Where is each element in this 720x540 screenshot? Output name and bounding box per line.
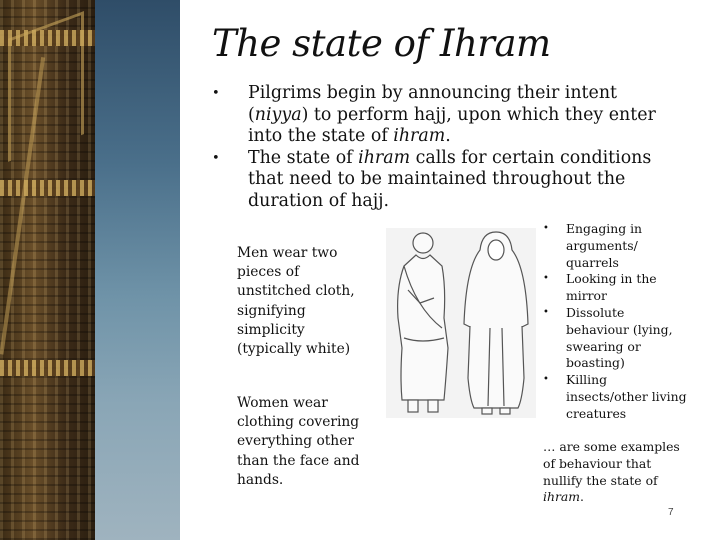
bullet-italic: ihram [358, 147, 411, 168]
bullet-text: calls for certain conditions that need to be maintained throughout the duration of hajj. [248, 147, 652, 211]
nullify-summary [543, 439, 688, 506]
bullet-dot: • [543, 273, 549, 285]
bullet-dot: • [543, 374, 549, 386]
slide-title: The state of Ihram [212, 22, 551, 65]
summary-text: . [580, 489, 584, 505]
bullet-text: Pilgrims begin by announcing their intent ( [248, 83, 618, 125]
bullet-dot: • [212, 86, 220, 101]
decorative-photo-strip [0, 0, 180, 540]
main-bullet [212, 148, 682, 213]
page-number: 7 [668, 507, 674, 518]
women-clothing-text: Women wear clothing covering everything other than the face and hands. [237, 395, 360, 488]
bullet-text: . [445, 126, 451, 146]
bullet-italic: ihram [393, 126, 446, 146]
men-clothing-text: Men wear two pieces of unstitched cloth, signifying simplicity (typically white) [237, 245, 355, 358]
ornament-band [0, 360, 95, 376]
bullet-dot: • [212, 150, 220, 166]
main-bullet [212, 83, 682, 148]
nullify-item [543, 305, 688, 372]
bullet-dot: • [543, 306, 549, 318]
nullify-item-text: Killing insects/other living creatures [566, 372, 687, 421]
main-bullet-list [212, 83, 682, 212]
ihram-figures-illustration [386, 228, 536, 418]
bullet-text: The state of [248, 147, 359, 168]
nullify-item-text: Dissolute behaviour (lying, swearing or boasting) [566, 304, 673, 371]
nullify-bullet-list [543, 221, 688, 423]
nullify-item [543, 221, 688, 271]
bullet-dot: • [543, 223, 549, 234]
summary-italic: ihram [543, 489, 581, 505]
summary-text: … are some examples of behaviour that nullify the state of [543, 439, 680, 488]
bullet-italic: niyya [254, 104, 302, 125]
nullify-item-text: Engaging in arguments/ quarrels [566, 221, 643, 270]
bullet-text: ) to perform hajj, upon which they enter into the state of [248, 104, 656, 146]
nullify-item-text: Looking in the mirror [566, 271, 657, 304]
nullify-item [543, 372, 688, 422]
nullify-item [543, 271, 688, 305]
